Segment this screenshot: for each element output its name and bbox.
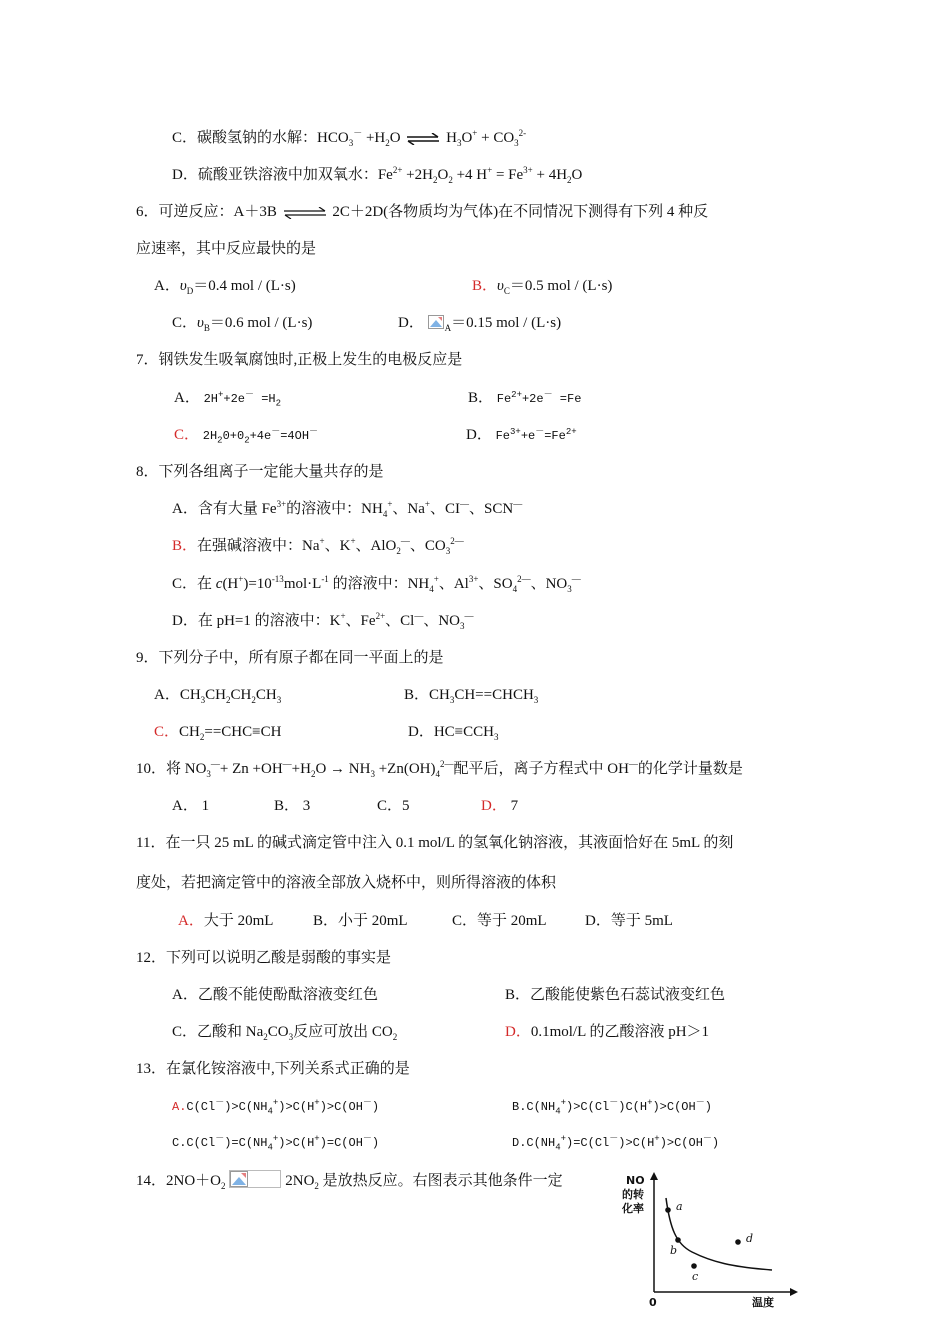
q9-option-a: A．$CH_3CH_2CH_2CH_3$ — [154, 687, 282, 705]
q14-stem: 14．$2NO+O_2$ $2NO_2$ 是放热反应。右图表示其他条件一定 — [136, 1170, 563, 1191]
graph-label-c: c — [692, 1270, 699, 1283]
q5-option-d: D．硫酸亚铁溶液中加双氧水：$Fe^{2+} +2H_2O_2 +4$ $H^+ = Fe^{3+} + 4H_2O$ — [172, 165, 583, 185]
broken-image-icon — [428, 315, 444, 329]
graph-ylabel-line3: 化率 — [622, 1202, 644, 1215]
q6-stem-line1: 6．可逆反应：A＋3B 2C＋2D(各物质均为气体)在不同情况下测得有下列 4 种反 — [136, 204, 709, 220]
q8-option-c: C．在 $c(H^+)=10^{-13}mol\cdot L^{-1}$ 的溶液中：$NH_4^+$、$Al^{3+}$、$SO_4^{2—}$、$NO_3^—$ — [172, 574, 581, 594]
q9-option-d: D．$HC\equiv CCH_3$ — [408, 724, 499, 742]
q7-option-b: B． $Fe^{2+}+2e^- =Fe$ — [468, 390, 582, 406]
graph-ylabel-line2: 的转 — [622, 1188, 644, 1201]
q6-option-d: D． $_A$＝0.15 mol / (L·s) — [398, 315, 562, 333]
q9-stem: 9．下列分子中，所有原子都在同一平面上的是 — [136, 650, 444, 666]
q12-option-a: A．乙酸不能使酚酞溶液变红色 — [172, 987, 378, 1003]
q7-option-a: A． $2H^++2e^- =H_2$ — [174, 390, 282, 409]
graph-origin: 0 — [649, 1296, 657, 1309]
q11-option-d: D．等于 5mL — [585, 913, 673, 929]
q9-option-c: C．$CH_2==CHC\equiv CH$ — [154, 724, 282, 742]
conversion-temperature-graph — [612, 1172, 802, 1312]
q11-option-a: A．大于 20mL — [178, 913, 274, 929]
q7-stem: 7．钢铁发生吸氧腐蚀时,正极上发生的电极反应是 — [136, 352, 463, 368]
graph-point-c — [691, 1263, 697, 1269]
graph-label-d: d — [746, 1232, 754, 1245]
graph-ylabel-line1: NO — [626, 1174, 645, 1187]
q10-option-b: B． 3 — [274, 798, 311, 814]
q11-stem-line1: 11．在一只 25 mL 的碱式滴定管中注入 0.1 mol/L 的氢氧化钠溶液，其液面恰好在 5mL 的刻 — [136, 835, 734, 851]
q11-option-c: C．等于 20mL — [452, 913, 547, 929]
q8-option-b: B．在强碱溶液中：Na+、K+、AlO$_2$—、$CO_3^{2—}$ — [172, 536, 464, 556]
q13-option-a: $A.C(Cl^-)>C(NH_4^+)>C(H^+)>C(OH^-)$ — [172, 1098, 380, 1117]
graph-point-d — [735, 1239, 741, 1245]
graph-label-b: b — [670, 1244, 678, 1257]
q13-option-d: $D.C(NH_4^+)=C(Cl^-)>C(H^+)>C(OH^-)$ — [512, 1134, 720, 1153]
q6-option-a: A．$\upsilon_D=0.4$ mol / (L·s) — [154, 278, 296, 296]
q8-option-a: A．含有大量 $Fe^{3+}$的溶液中：$NH_4^+$、Na+、CI—、SCN— — [172, 499, 523, 519]
graph-xlabel: 温度 — [752, 1296, 774, 1309]
q7-option-c: C． $2H_20+0_2+4e^-=4OH^-$ — [174, 427, 319, 446]
q13-stem: 13．在氯化铵溶液中,下列关系式正确的是 — [136, 1061, 410, 1077]
q11-option-b: B．小于 20mL — [313, 913, 408, 929]
q12-option-d: D．0.1mol/L 的乙酸溶液 pH＞1 — [505, 1024, 710, 1040]
graph-x-arrow — [790, 1288, 798, 1296]
q13-option-b: $B.C(NH_4^+)>C(Cl^-)C(H^+)>C(OH^-)$ — [512, 1098, 712, 1117]
graph-label-a: a — [676, 1200, 683, 1213]
q10-option-d: D． 7 — [481, 798, 519, 814]
equilibrium-arrow-icon — [283, 207, 327, 219]
q11-stem-line2: 度处，若把滴定管中的溶液全部放入烧杯中，则所得溶液的体积 — [136, 875, 557, 891]
q9-option-b: B．$CH_3CH==CHCH_3$ — [404, 687, 539, 705]
q10-stem: 10．将 $NO_3^—+ Zn +OH^—+H_2O \to NH_3 +Zn(OH)_4^{2—}$配平后，离子方程式中 OH—的化学计量数是 — [136, 759, 743, 779]
q10-option-c: C．5 — [377, 798, 410, 814]
q8-stem: 8．下列各组离子一定能大量共存的是 — [136, 464, 384, 480]
q12-stem: 12．下列可以说明乙酸是弱酸的事实是 — [136, 950, 392, 966]
broken-image-icon — [229, 1170, 281, 1188]
graph-y-arrow — [650, 1172, 658, 1180]
q12-option-b: B．乙酸能使紫色石蕊试液变红色 — [505, 987, 726, 1003]
q6-stem-line2: 应速率，其中反应最快的是 — [136, 241, 317, 257]
graph-point-b — [675, 1237, 681, 1243]
q8-option-d: D．在 pH=1 的溶液中：K+、$Fe^{2+}$、Cl—、$NO_3^—$ — [172, 611, 474, 631]
q7-option-d: D． $Fe^{3+}+e^-=Fe^{2+}$ — [466, 427, 577, 443]
q6-option-c: C．$\upsilon_B=0.6$ mol / (L·s) — [172, 315, 313, 333]
q5-option-c: C．碳酸氢钠的水解：$HCO_3^- +H_2O$ $H_3O^+ + CO_3^{2-}$ — [172, 128, 527, 148]
graph-point-a — [665, 1207, 671, 1213]
q12-option-c: C．乙酸和 $Na_2CO_3$反应可放出 $CO_2$ — [172, 1024, 398, 1042]
equilibrium-arrow-icon — [406, 133, 440, 145]
q13-option-c: $C.C(Cl^-)=C(NH_4^+)>C(H^+)=C(OH^-)$ — [172, 1134, 380, 1153]
q10-option-a: A． 1 — [172, 798, 210, 814]
q6-option-b: B．$\upsilon_C=0.5$ mol / (L·s) — [472, 278, 613, 296]
